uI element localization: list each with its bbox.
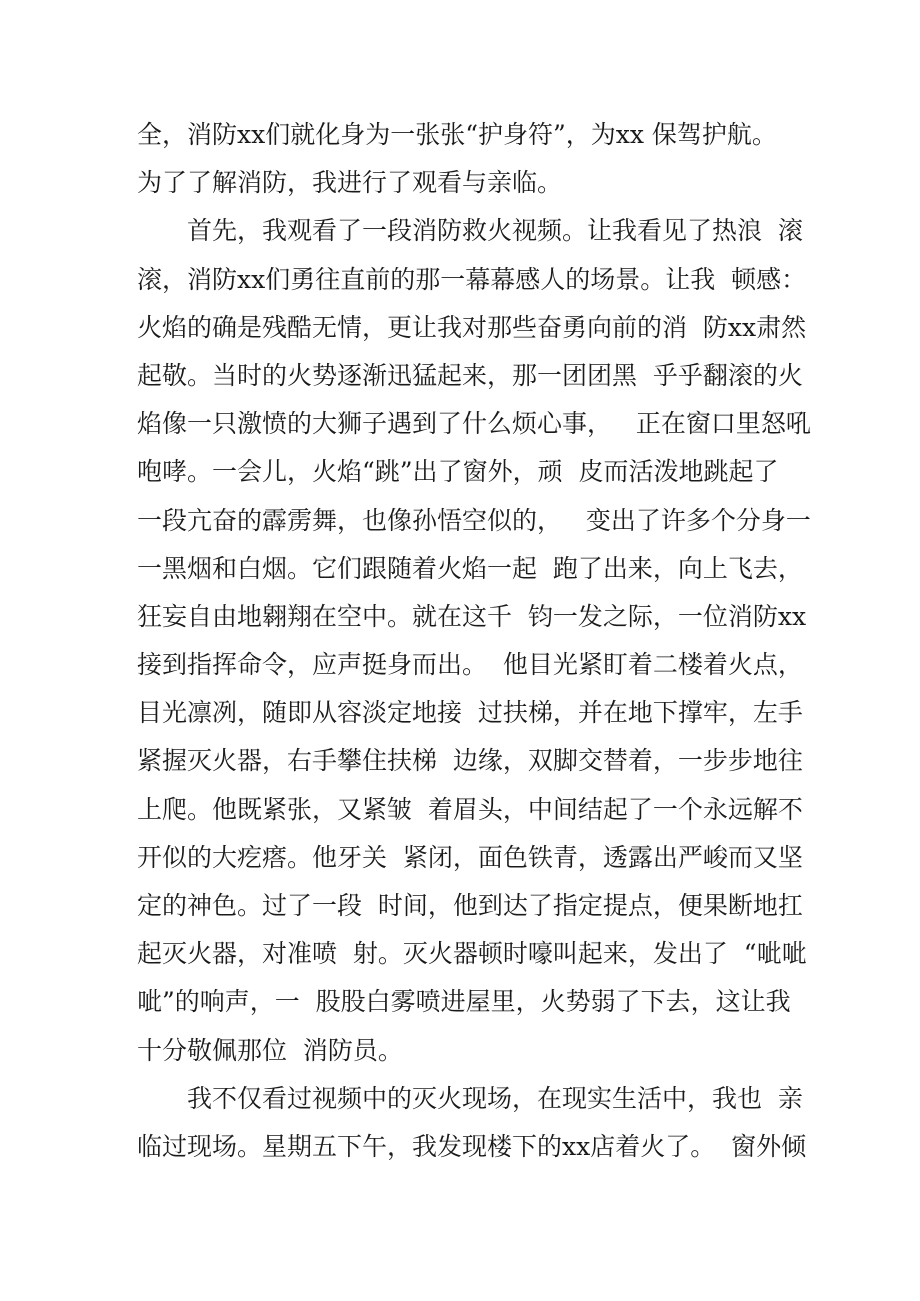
text-line: 全，消防xx们就化身为一张张“护身符”，为xx 保驾护航。 bbox=[137, 120, 777, 149]
text-line: 滚，消防xx们勇往直前的那一幕幕感人的场景。让我 顿感： bbox=[137, 264, 807, 294]
text-line: 目光凛冽，随即从容淡定地接 过扶梯，并在地下撑牢，左手 bbox=[137, 698, 803, 728]
text-line: 起敬。当时的火势逐渐迅猛起来，那一团团黑 乎乎翻滚的火 bbox=[137, 360, 803, 390]
text-line: 紧握灭火器，右手攀住扶梯 边缘，双脚交替着，一步步地往 bbox=[137, 746, 803, 776]
text-line: 呲”的响声，一 股股白雾喷进屋里，火势弱了下去，这让我 bbox=[137, 987, 791, 1017]
text-line: 十分敬佩那位 消防员。 bbox=[137, 1035, 403, 1065]
text-line: 定的神色。过了一段 时间，他到达了指定提点，便果断地扛 bbox=[137, 891, 803, 920]
text-line: 我不仅看过视频中的灭火现场，在现实生活中，我也 亲 bbox=[137, 1083, 803, 1113]
text-line: 起灭火器，对准喷 射。灭火器顿时嚎叫起来，发出了 “呲呲 bbox=[137, 939, 807, 969]
text-line: 上爬。他既紧张，又紧皱 着眉头，中间结起了一个永远解不 bbox=[137, 794, 803, 824]
text-line: 开似的大疙瘩。他牙关 紧闭，面色铁青，透露出严峻而又坚 bbox=[137, 842, 803, 872]
text-line: 接到指挥命令，应声挺身而出。 他目光紧盯着二楼着火点， bbox=[137, 650, 803, 680]
text-line: 临过现场。星期五下午，我发现楼下的xx店着火了。 窗外倾 bbox=[137, 1131, 807, 1161]
text-line: 火焰的确是残酷无情，更让我对那些奋勇向前的消 防xx肃然 bbox=[137, 312, 807, 342]
text-line: 咆哮。一会儿，火焰“跳”出了窗外，顽 皮而活泼地跳起了 bbox=[137, 457, 779, 487]
text-line: 焰像一只激愤的大狮子遇到了什么烦心事， 正在窗口里怒吼 bbox=[137, 409, 811, 439]
text-line: 一黑烟和白烟。它们跟随着火焰一起 跑了出来，向上飞去， bbox=[137, 553, 803, 583]
body-text bbox=[137, 111, 817, 1171]
text-line: 一段亢奋的霹雳舞，也像孙悟空似的， 变出了许多个分身一 bbox=[137, 505, 811, 535]
text-line: 狂妄自由地翱翔在空中。就在这千 钧一发之际，一位消防xx bbox=[137, 601, 807, 631]
text-line: 首先，我观看了一段消防救火视频。让我看见了热浪 滚 bbox=[137, 216, 803, 246]
text-line: 为了了解消防，我进行了观看与亲临。 bbox=[137, 168, 563, 198]
